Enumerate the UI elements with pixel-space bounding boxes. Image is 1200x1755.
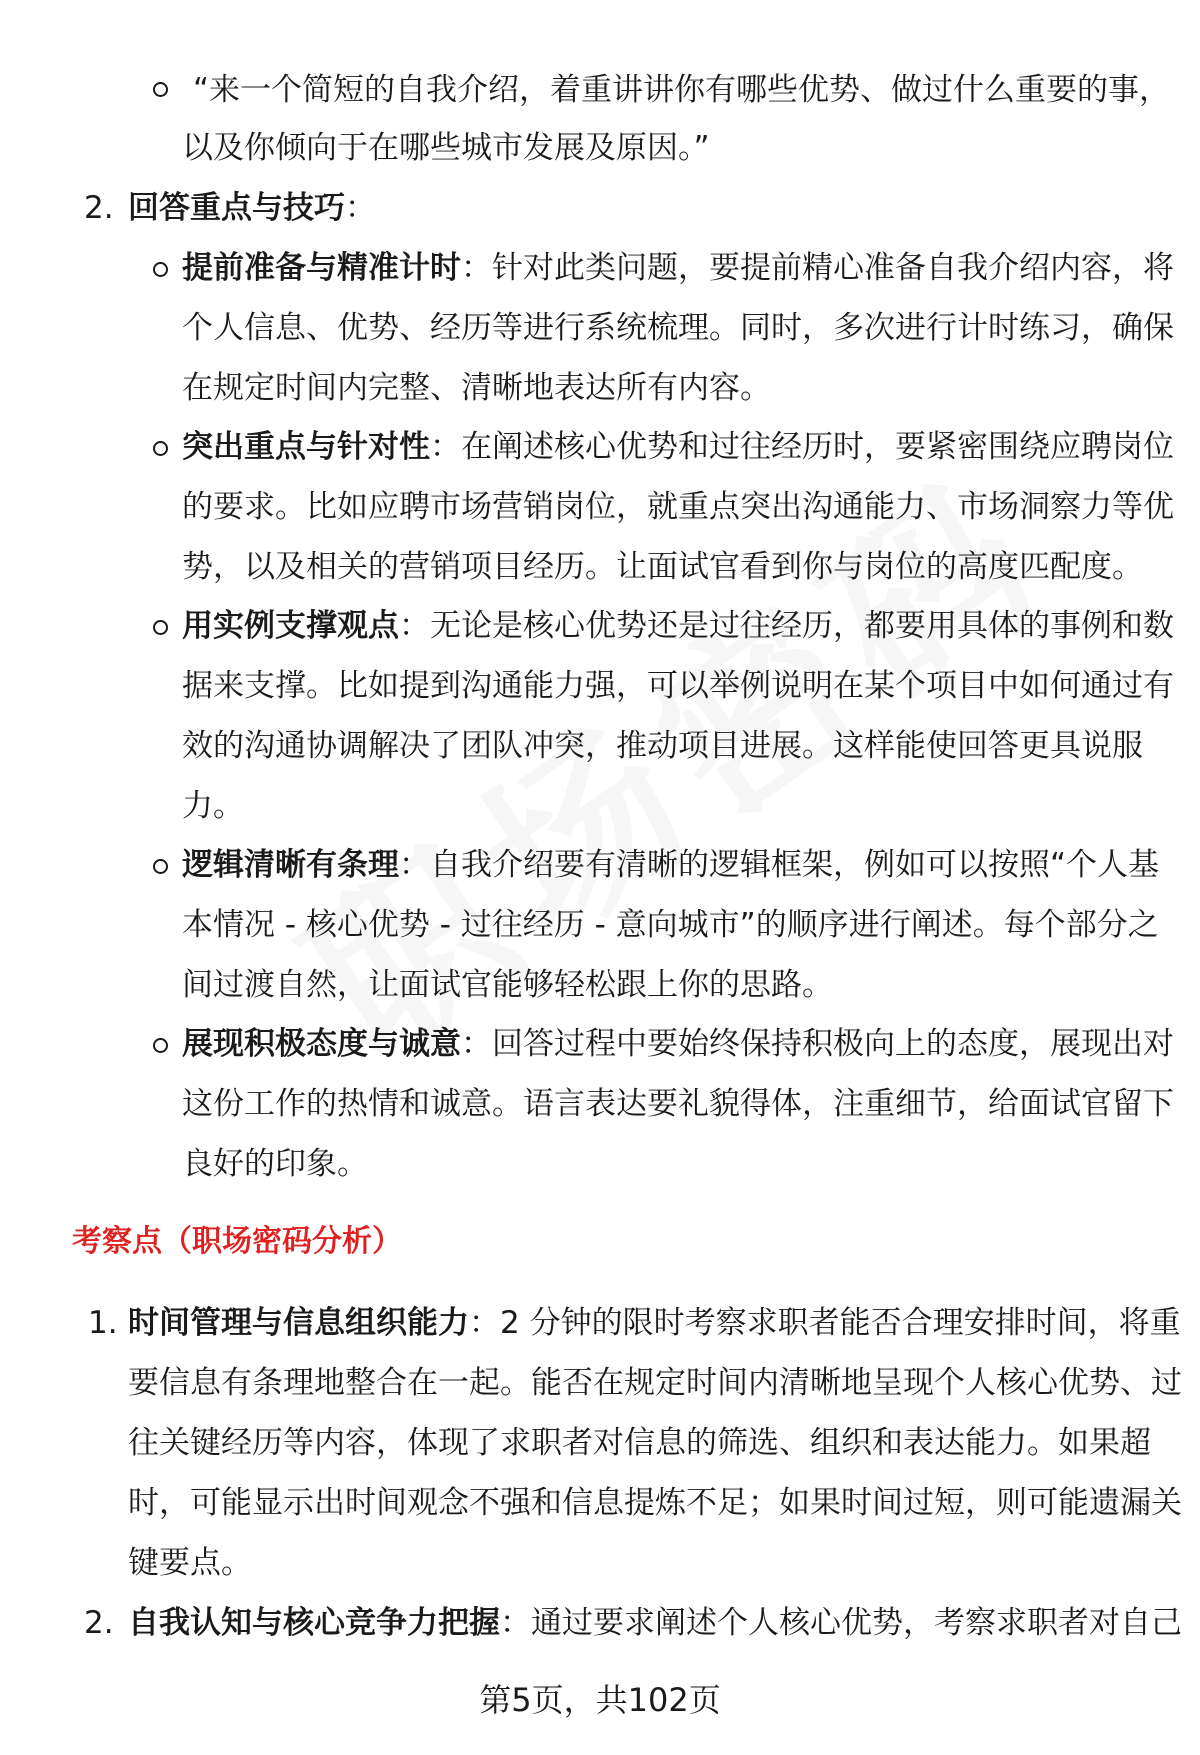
tip-5-text: ：回答过程中要始终保持积极向上的态度，展现出对 [461, 1026, 1174, 1062]
section-title [128, 188, 376, 228]
section-title-text: 回答重点与技巧 [128, 190, 345, 226]
tip-2-line-3: 势，以及相关的营销项目经历。让面试官看到你与岗位的高度匹配度。 [182, 549, 1143, 585]
tip-2-line-2: 的要求。比如应聘市场营销岗位，就重点突出沟通能力、市场洞察力等优 [182, 489, 1174, 525]
bullet-circle-icon [153, 1038, 168, 1053]
tip-3-line-1 [182, 606, 1174, 646]
exam-point-2-number: 2. [84, 1605, 114, 1641]
exam-heading: 考察点（职场密码分析） [72, 1224, 402, 1259]
exam-point-1-line-4: 时，可能显示出时间观念不强和信息提炼不足；如果时间过短，则可能遗漏关 [128, 1485, 1182, 1521]
bullet-circle-icon [153, 262, 168, 277]
bullet-circle-icon [153, 441, 168, 456]
tip-3-line-3: 效的沟通协调解决了团队冲突，推动项目进展。这样能使回答更具说服 [182, 728, 1143, 764]
bullet-circle-icon [153, 859, 168, 874]
exam-point-2-text: ：通过要求阐述个人核心优势，考察求职者对自己 [500, 1605, 1182, 1641]
quote-line-1: “来一个简短的自我介绍，着重讲讲你有哪些优势、做过什么重要的事， [193, 72, 1171, 108]
tip-1-title: 提前准备与精准计时 [182, 250, 461, 286]
tip-3-title: 用实例支撑观点 [182, 608, 399, 644]
quote-line-2: 以及你倾向于在哪些城市发展及原因。” [182, 130, 710, 166]
exam-point-1-line-2: 要信息有条理地整合在一起。能否在规定时间内清晰地呈现个人核心优势、过 [128, 1365, 1182, 1401]
bullet-circle-icon [153, 82, 168, 97]
tip-2-line-1 [182, 427, 1174, 467]
tip-5-title: 展现积极态度与诚意 [182, 1026, 461, 1062]
exam-point-1-text: ：2 分钟的限时考察求职者能否合理安排时间，将重 [469, 1305, 1181, 1341]
tip-3-line-4: 力。 [182, 788, 244, 824]
tip-4-text: ：自我介绍要有清晰的逻辑框架，例如可以按照“个人基 [399, 847, 1160, 883]
tip-1-text: ：针对此类问题，要提前精心准备自我介绍内容，将 [461, 250, 1174, 286]
tip-4-title: 逻辑清晰有条理 [182, 847, 399, 883]
tip-3-line-2: 据来支撑。比如提到沟通能力强，可以举例说明在某个项目中如何通过有 [182, 668, 1174, 704]
exam-point-1-line-5: 键要点。 [128, 1545, 252, 1581]
exam-point-2-title: 自我认知与核心竞争力把握 [128, 1605, 500, 1641]
tip-1-line-3: 在规定时间内完整、清晰地表达所有内容。 [182, 370, 771, 406]
page-footer: 第5页，共102页 [479, 1681, 721, 1719]
exam-point-1-line-3: 往关键经历等内容，体现了求职者对信息的筛选、组织和表达能力。如果超 [128, 1425, 1151, 1461]
tip-5-line-3: 良好的印象。 [182, 1146, 368, 1182]
tip-2-title: 突出重点与针对性 [182, 429, 430, 465]
exam-point-1-number: 1. [88, 1305, 118, 1341]
section-number: 2. [84, 190, 114, 226]
exam-point-1-line-1 [128, 1303, 1181, 1343]
tip-3-text: ：无论是核心优势还是过往经历，都要用具体的事例和数 [399, 608, 1174, 644]
tip-4-line-2: 本情况 - 核心优势 - 过往经历 - 意向城市”的顺序进行阐述。每个部分之 [182, 907, 1159, 943]
exam-point-1-title: 时间管理与信息组织能力 [128, 1305, 469, 1341]
tip-2-text: ：在阐述核心优势和过往经历时，要紧密围绕应聘岗位 [430, 429, 1174, 465]
exam-point-2-line-1 [128, 1603, 1182, 1643]
tip-1-line-2: 个人信息、优势、经历等进行系统梳理。同时，多次进行计时练习，确保 [182, 310, 1174, 346]
bullet-circle-icon [153, 620, 168, 635]
tip-4-line-1 [182, 845, 1159, 885]
tip-4-line-3: 间过渡自然，让面试官能够轻松跟上你的思路。 [182, 967, 833, 1003]
tip-5-line-1 [182, 1024, 1174, 1064]
section-title-colon: ： [345, 190, 376, 226]
tip-1-line-1 [182, 248, 1174, 288]
tip-5-line-2: 这份工作的热情和诚意。语言表达要礼貌得体，注重细节，给面试官留下 [182, 1086, 1174, 1122]
